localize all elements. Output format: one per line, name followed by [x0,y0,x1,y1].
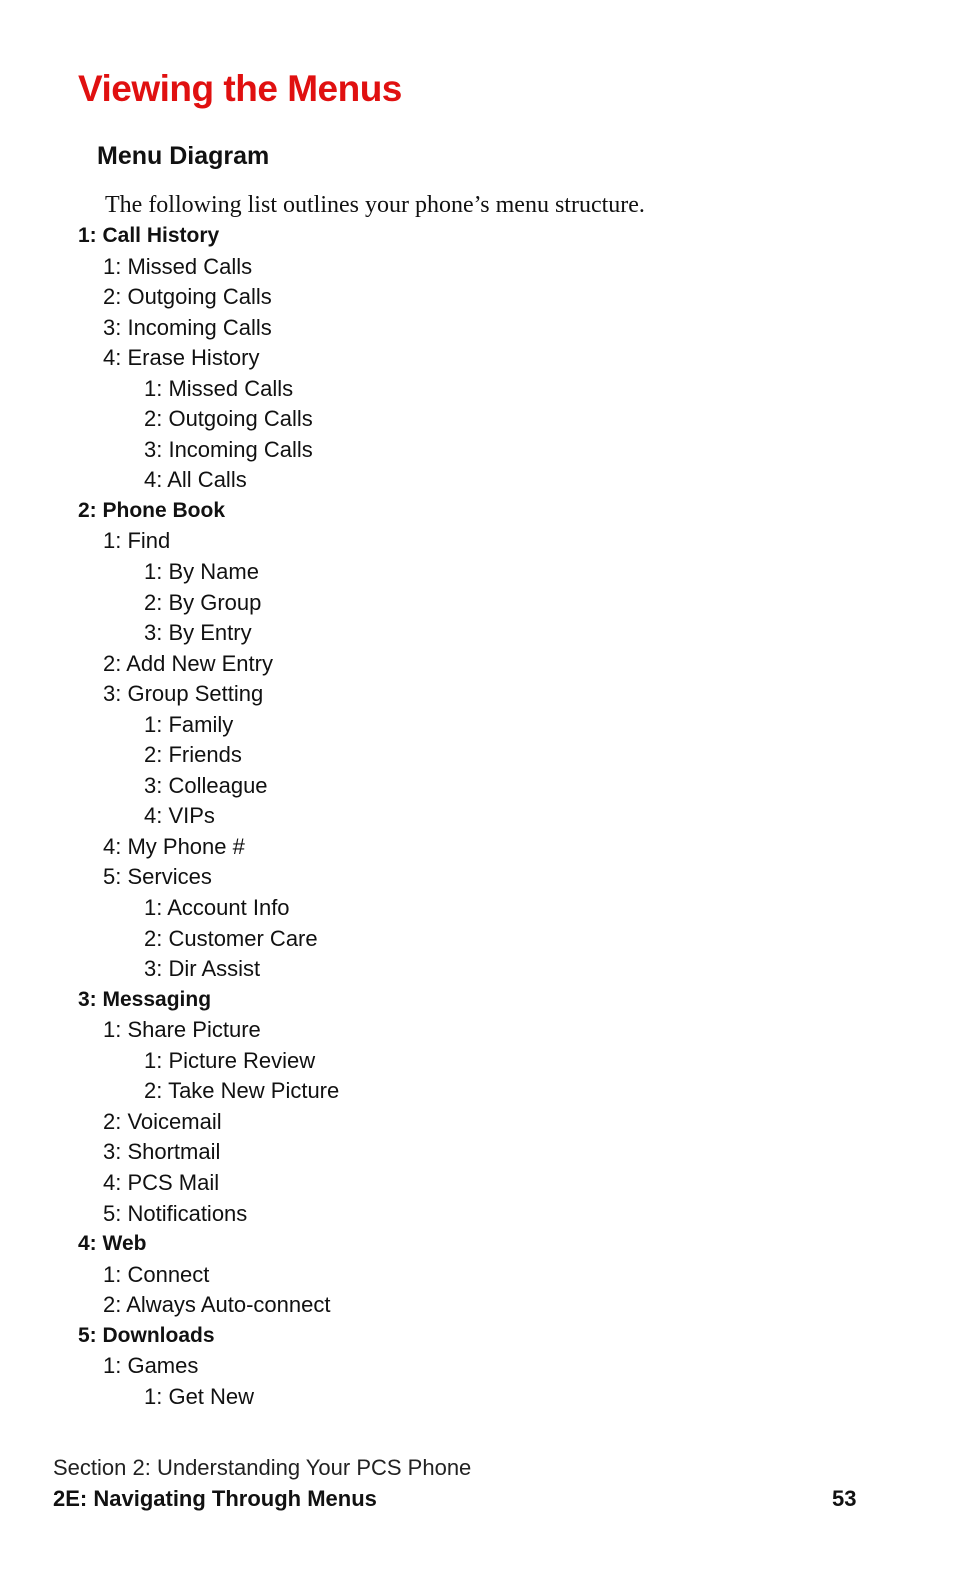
submenu-item: 1: By Name [144,559,259,585]
submenu-item: 2: Take New Picture [144,1078,340,1104]
menu-category: 4: Web [78,1232,147,1256]
menu-diagram-list [0,221,954,1412]
submenu-item: 2: Customer Care [144,925,318,951]
menu-item: 3: Incoming Calls [103,314,272,340]
submenu-item: 3: Colleague [144,772,268,798]
submenu-item: 1: Family [144,711,234,737]
submenu-item: 2: Friends [144,742,242,768]
menu-item: 2: Add New Entry [103,650,273,676]
submenu-item: 3: Incoming Calls [144,436,313,462]
menu-item: 4: PCS Mail [103,1169,220,1195]
menu-category: 5: Downloads [78,1323,215,1347]
menu-item: 1: Connect [103,1261,210,1287]
menu-category: 2: Phone Book [78,498,226,522]
section-heading: Menu Diagram [97,142,270,170]
submenu-item: 3: By Entry [144,620,252,646]
submenu-item: 2: Outgoing Calls [144,406,313,432]
submenu-item: 1: Account Info [144,895,290,921]
menu-item: 3: Shortmail [103,1139,221,1165]
submenu-item: 2: By Group [144,589,262,615]
page-title: Viewing the Menus [78,68,402,109]
menu-item: 1: Missed Calls [103,253,253,279]
menu-item: 2: Voicemail [103,1108,222,1134]
menu-item: 2: Outgoing Calls [103,284,272,310]
submenu-item: 3: Dir Assist [144,956,261,982]
submenu-item: 1: Get New [144,1383,255,1409]
menu-item: 1: Find [103,528,171,554]
submenu-item: 1: Missed Calls [144,375,294,401]
page-number: 53 [832,1486,857,1511]
menu-item: 1: Share Picture [103,1017,261,1043]
footer-chapter-title: 2E: Navigating Through Menus [53,1486,377,1511]
menu-item: 4: My Phone # [103,833,245,859]
submenu-item: 4: VIPs [144,803,215,829]
menu-category: 3: Messaging [78,987,212,1011]
menu-item: 2: Always Auto-connect [103,1292,331,1318]
submenu-item: 4: All Calls [144,467,247,493]
submenu-item: 1: Picture Review [144,1047,316,1073]
menu-item: 5: Services [103,864,212,890]
footer-section-title: Section 2: Understanding Your PCS Phone [53,1455,472,1480]
menu-item: 1: Games [103,1353,199,1379]
intro-text: The following list outlines your phone’s menu structure. [105,192,645,218]
menu-category: 1: Call History [78,224,220,247]
menu-item: 5: Notifications [103,1200,248,1226]
menu-item: 3: Group Setting [103,681,264,707]
menu-item: 4: Erase History [103,345,260,371]
